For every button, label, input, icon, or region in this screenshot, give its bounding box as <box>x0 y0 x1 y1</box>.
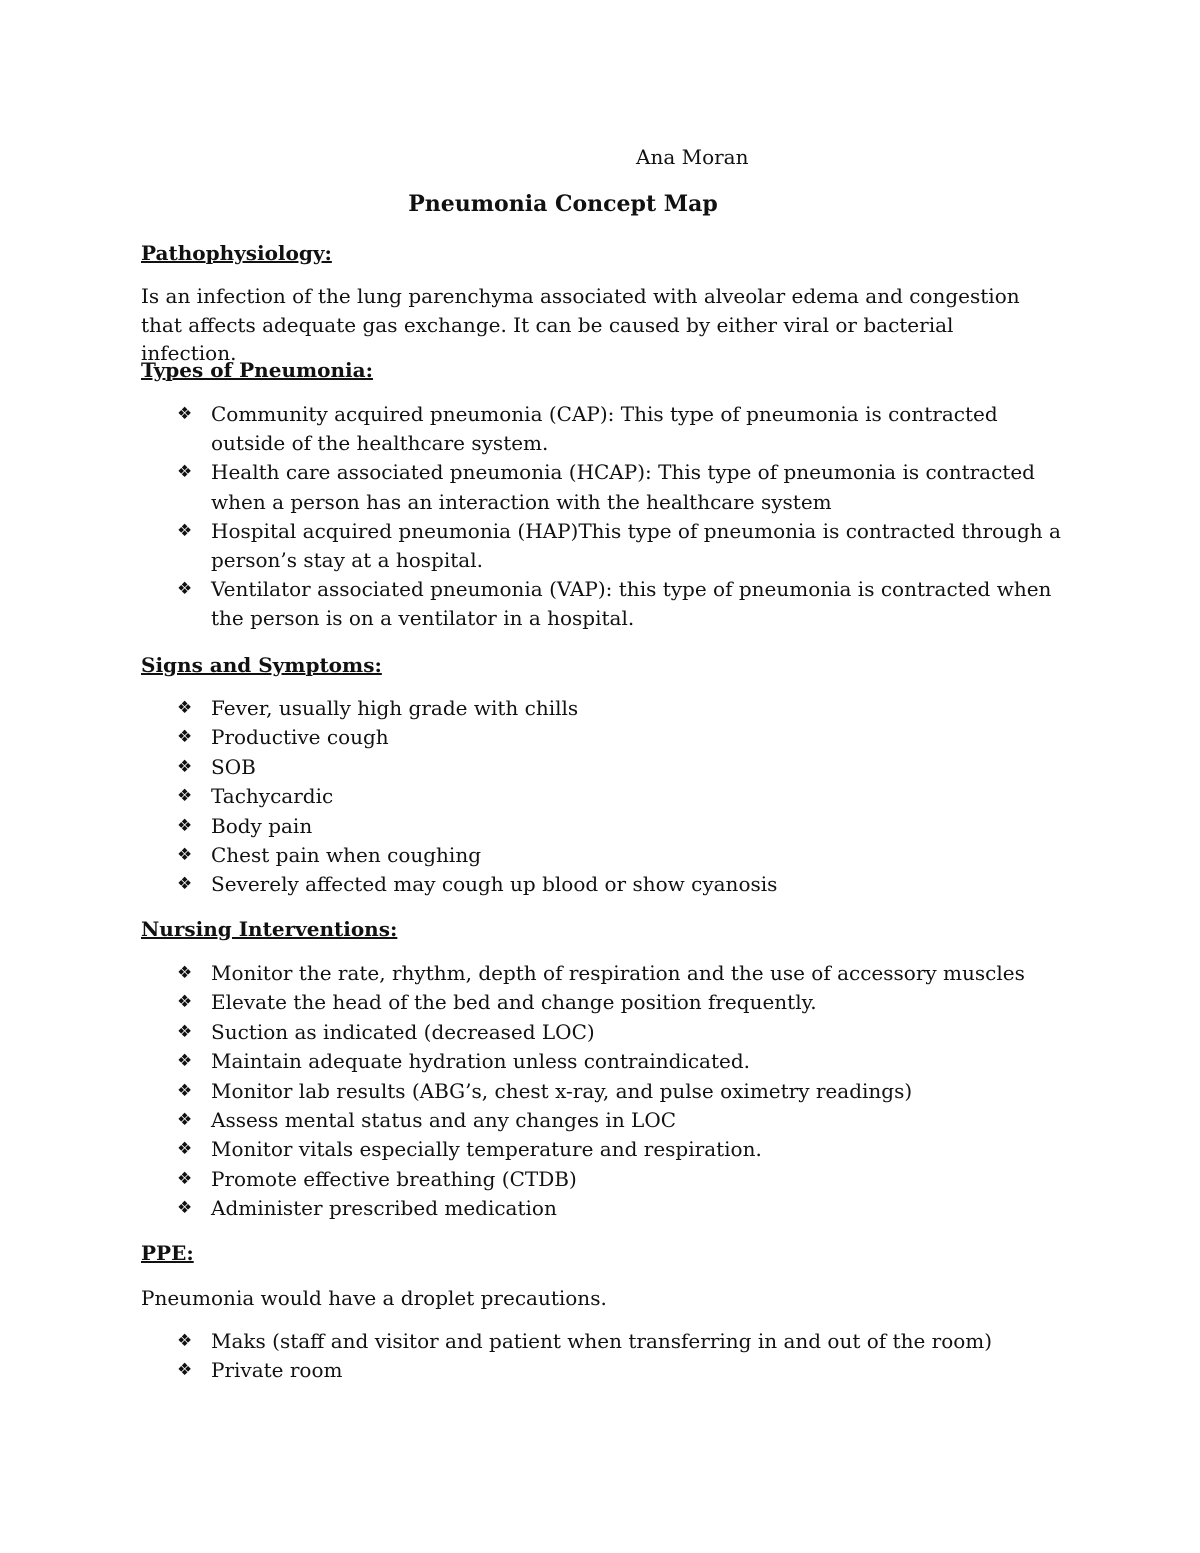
list-item-text: Productive cough <box>211 725 389 750</box>
list-item-text: Severely affected may cough up blood or show cyanosis <box>211 872 778 897</box>
diamond-bullet-icon: ❖ <box>177 520 193 541</box>
list-item-text: Community acquired pneumonia (CAP): This type of pneumonia is contracted outside of the healthcare system. <box>211 402 998 456</box>
list-item-text: Health care associated pneumonia (HCAP): This type of pneumonia is contracted when a person has an interaction with the healthcare system <box>211 460 1035 514</box>
list-item <box>0 812 1100 841</box>
ppe-heading: PPE: <box>141 1241 194 1265</box>
list-item-text: SOB <box>211 754 256 779</box>
list-item <box>0 723 1100 752</box>
pathophysiology-heading: Pathophysiology: <box>141 241 332 265</box>
list-item-text: Hospital acquired pneumonia (HAP)This type of pneumonia is contracted through a person’s stay at a hospital. <box>211 518 1061 573</box>
list-item-text: Maks (staff and visitor and patient when transferring in and out of the room) <box>211 1329 993 1353</box>
list-item <box>0 1135 1100 1164</box>
diamond-bullet-icon: ❖ <box>177 1110 193 1131</box>
interventions-list <box>0 959 1100 1224</box>
list-item <box>0 1327 1100 1356</box>
list-item <box>0 988 1100 1017</box>
list-item <box>0 1018 1100 1047</box>
list-item <box>0 959 1100 988</box>
diamond-bullet-icon: ❖ <box>177 786 193 807</box>
list-item-text: Administer prescribed medication <box>211 1196 557 1221</box>
diamond-bullet-icon: ❖ <box>177 992 193 1013</box>
list-item <box>0 841 1100 870</box>
list-item <box>0 1106 1100 1135</box>
list-item-text: Assess mental status and any changes in LOC <box>211 1108 677 1133</box>
list-item <box>0 1165 1100 1194</box>
list-item <box>0 753 1100 782</box>
list-item-text: Monitor lab results (ABG’s, chest x-ray, and pulse oximetry readings) <box>211 1078 913 1103</box>
interventions-heading: Nursing Interventions: <box>141 917 398 941</box>
diamond-bullet-icon: ❖ <box>177 579 193 600</box>
diamond-bullet-icon: ❖ <box>177 1331 193 1351</box>
list-item-text: Tachycardic <box>211 784 334 809</box>
list-item-text: Maintain adequate hydration unless contraindicated. <box>211 1049 751 1074</box>
signs-heading: Signs and Symptoms: <box>141 653 382 677</box>
diamond-bullet-icon: ❖ <box>177 698 193 718</box>
list-item <box>0 400 1100 458</box>
diamond-bullet-icon: ❖ <box>177 845 193 866</box>
ppe-text: Pneumonia would have a droplet precautions. <box>141 1286 607 1310</box>
diamond-bullet-icon: ❖ <box>177 874 193 895</box>
diamond-bullet-icon: ❖ <box>177 1360 193 1381</box>
diamond-bullet-icon: ❖ <box>177 404 193 424</box>
list-item <box>0 517 1100 575</box>
list-item-text: Suction as indicated (decreased LOC) <box>211 1019 595 1044</box>
list-item <box>0 694 1100 723</box>
diamond-bullet-icon: ❖ <box>177 756 193 777</box>
diamond-bullet-icon: ❖ <box>177 1080 193 1101</box>
pathophysiology-text: Is an infection of the lung parenchyma associated with alveolar edema and congestion that affects adequate gas exchange. It can be caused by either viral or bacterial infection. <box>141 284 1020 365</box>
list-item-text: Body pain <box>211 813 313 838</box>
diamond-bullet-icon: ❖ <box>177 727 193 748</box>
list-item-text: Elevate the head of the bed and change position frequently. <box>211 990 817 1015</box>
list-item-text: Promote effective breathing (CTDB) <box>211 1166 577 1191</box>
list-item-text: Private room <box>211 1358 343 1383</box>
list-item <box>0 1077 1100 1106</box>
diamond-bullet-icon: ❖ <box>177 1021 193 1042</box>
ppe-list <box>0 1327 1100 1386</box>
document-title: Pneumonia Concept Map <box>408 191 718 217</box>
diamond-bullet-icon: ❖ <box>177 1051 193 1072</box>
list-item <box>0 782 1100 811</box>
list-item-text: Monitor vitals especially temperature and respiration. <box>211 1137 762 1162</box>
signs-list <box>0 694 1100 900</box>
list-item-text: Ventilator associated pneumonia (VAP): this type of pneumonia is contracted when the person is on a ventilator in a hospital. <box>211 577 1052 631</box>
list-item-text: Chest pain when coughing <box>211 843 481 868</box>
types-list <box>0 400 1100 634</box>
diamond-bullet-icon: ❖ <box>177 1198 193 1219</box>
diamond-bullet-icon: ❖ <box>177 963 193 983</box>
diamond-bullet-icon: ❖ <box>177 1168 193 1189</box>
list-item <box>0 575 1100 633</box>
diamond-bullet-icon: ❖ <box>177 462 193 483</box>
list-item <box>0 458 1100 516</box>
author-name: Ana Moran <box>636 145 749 169</box>
list-item-text: Monitor the rate, rhythm, depth of respiration and the use of accessory muscles <box>211 961 1025 985</box>
list-item <box>0 870 1100 899</box>
list-item <box>0 1194 1100 1223</box>
types-heading: Types of Pneumonia: <box>141 358 373 382</box>
list-item <box>0 1047 1100 1076</box>
diamond-bullet-icon: ❖ <box>177 1139 193 1160</box>
list-item <box>0 1356 1100 1385</box>
diamond-bullet-icon: ❖ <box>177 815 193 836</box>
list-item-text: Fever, usually high grade with chills <box>211 696 579 720</box>
